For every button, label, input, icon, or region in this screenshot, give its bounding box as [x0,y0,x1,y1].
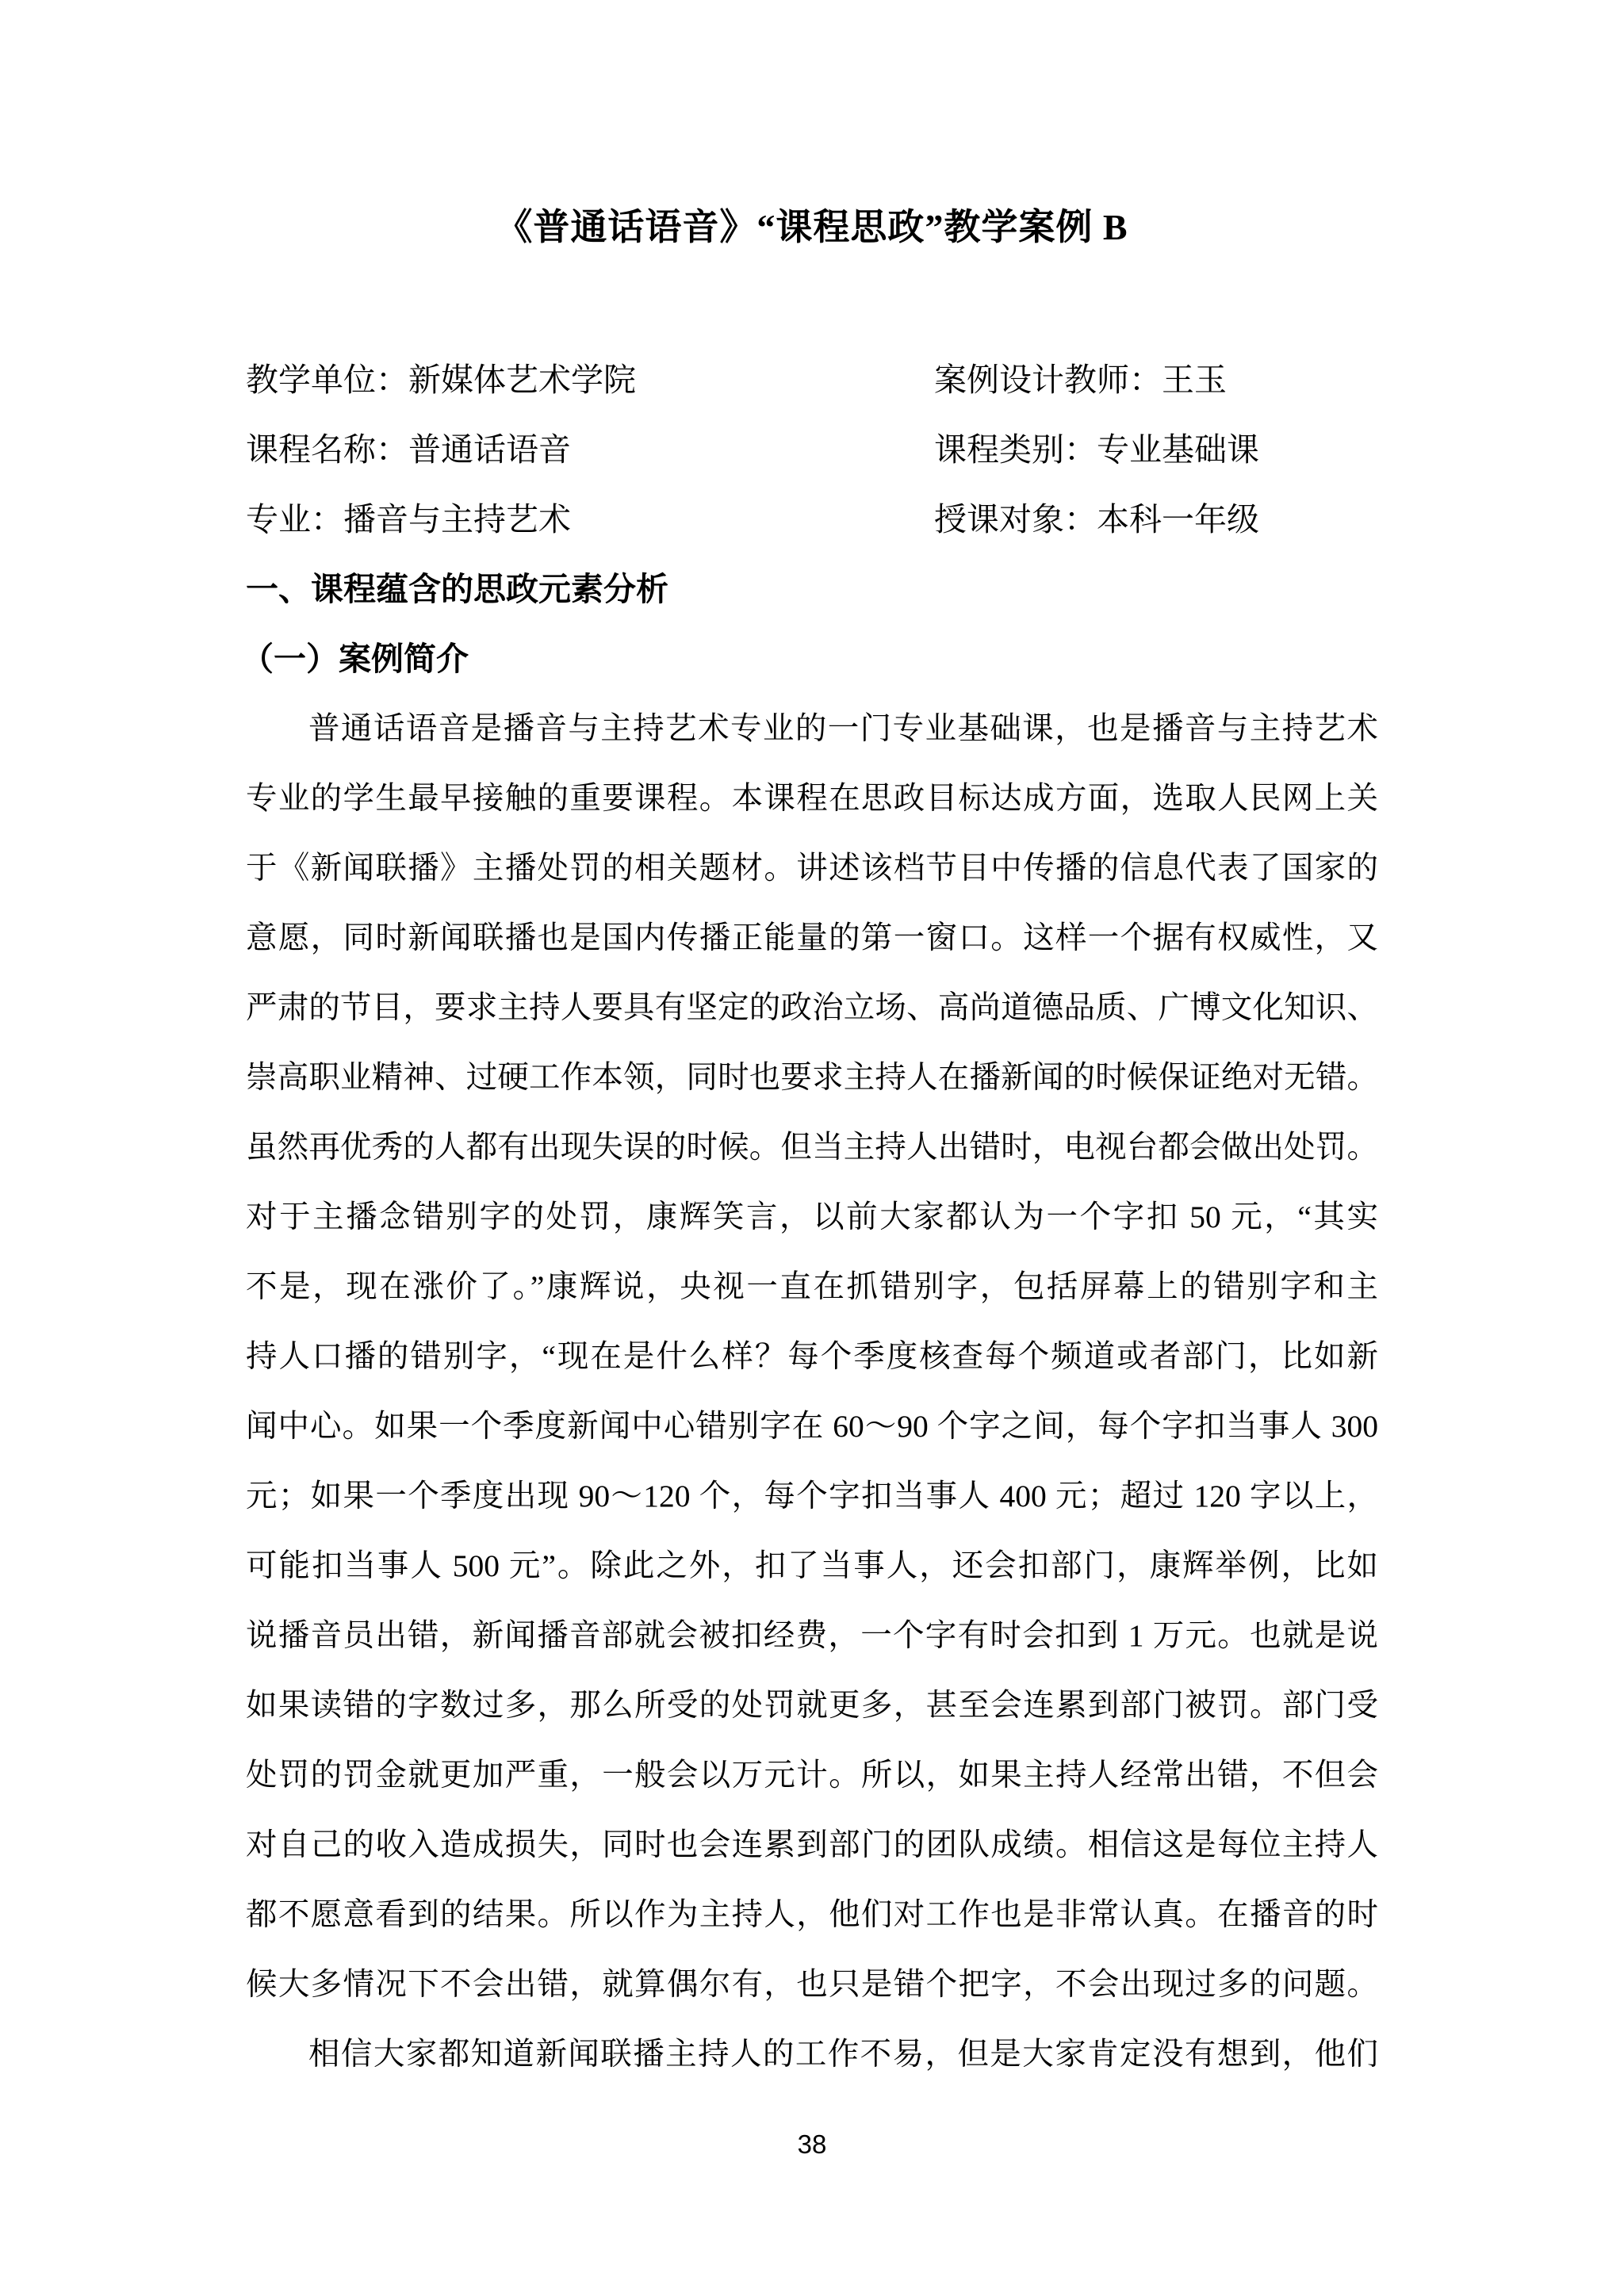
body-line: 对自己的收入造成损失，同时也会连累到部门的团队成绩。相信这是每位主持人 [246,1827,1378,1862]
body-line: 闻中心。如果一个季度新闻中心错别字在 60～90 个字之间，每个字扣当事人 300 [246,1409,1378,1444]
body-line: 普通话语音是播音与主持艺术专业的一门专业基础课，也是播音与主持艺术 [308,711,1378,746]
body-line: 严肃的节目，要求主持人要具有坚定的政治立场、高尚道德品质、广博文化知识、 [246,990,1378,1025]
body-line: 都不愿意看到的结果。所以作为主持人，他们对工作也是非常认真。在播音的时 [246,1897,1378,1932]
subsection-heading: （一）案例简介 [241,641,469,677]
meta-row [246,345,1378,415]
document-title: 《普通话语音》“课程思政”教学案例 B [496,207,1128,247]
body-line: 元；如果一个季度出现 90～120 个，每个字扣当事人 400 元；超过 120 字以上， [246,1479,1379,1513]
body-line: 如果读错的字数过多，那么所受的处罚就更多，甚至会连累到部门被罚。部门受 [246,1688,1378,1723]
meta-case-designer: 案例设计教师：王玉 [934,362,1227,398]
body-line: 不是，现在涨价了。”康辉说，央视一直在抓错别字，包括屏幕上的错别字和主 [246,1269,1378,1304]
meta-row [246,415,1378,484]
body-line: 于《新闻联播》主播处罚的相关题材。讲述该档节目中传播的信息代表了国家的 [246,851,1378,886]
meta-course-category: 课程类别：专业基础课 [934,431,1259,468]
page-number: 38 [797,2130,827,2159]
body-line: 候大多情况下不会出错，就算偶尔有，也只是错个把字，不会出现过多的问题。 [246,1967,1378,2002]
body-line: 相信大家都知道新闻联播主持人的工作不易，但是大家肯定没有想到，他们 [308,2037,1378,2072]
body-line: 崇高职业精神、过硬工作本领，同时也要求主持人在播新闻的时候保证绝对无错。 [246,1060,1378,1095]
meta-teaching-unit: 教学单位：新媒体艺术学院 [246,362,636,398]
body-line: 持人口播的错别字，“现在是什么样？每个季度核查每个频道或者部门，比如新 [246,1339,1378,1374]
body-line: 专业的学生最早接触的重要课程。本课程在思政目标达成方面，选取人民网上关 [246,781,1378,816]
body-line: 可能扣当事人 500 元”。除此之外，扣了当事人，还会扣部门，康辉举例，比如 [246,1548,1378,1583]
meta-major: 专业：播音与主持艺术 [246,501,571,538]
body-line: 说播音员出错，新闻播音部就会被扣经费，一个字有时会扣到 1 万元。也就是说 [246,1618,1378,1653]
meta-target-students: 授课对象：本科一年级 [934,501,1259,538]
meta-row [246,484,1378,554]
body-line: 对于主播念错别字的处罚，康辉笑言，以前大家都认为一个字扣 50 元，“其实 [246,1200,1378,1234]
document-body [241,345,1379,2089]
body-line: 处罚的罚金就更加严重，一般会以万元计。所以，如果主持人经常出错，不但会 [246,1758,1378,1793]
body-line: 虽然再优秀的人都有出现失误的时候。但当主持人出错时，电视台都会做出处罚。 [246,1130,1378,1165]
meta-course-name: 课程名称：普通话语音 [246,431,571,468]
body-line: 意愿，同时新闻联播也是国内传播正能量的第一窗口。这样一个据有权威性，又 [246,920,1378,955]
section-heading: 一、课程蕴含的思政元素分析 [246,571,668,607]
